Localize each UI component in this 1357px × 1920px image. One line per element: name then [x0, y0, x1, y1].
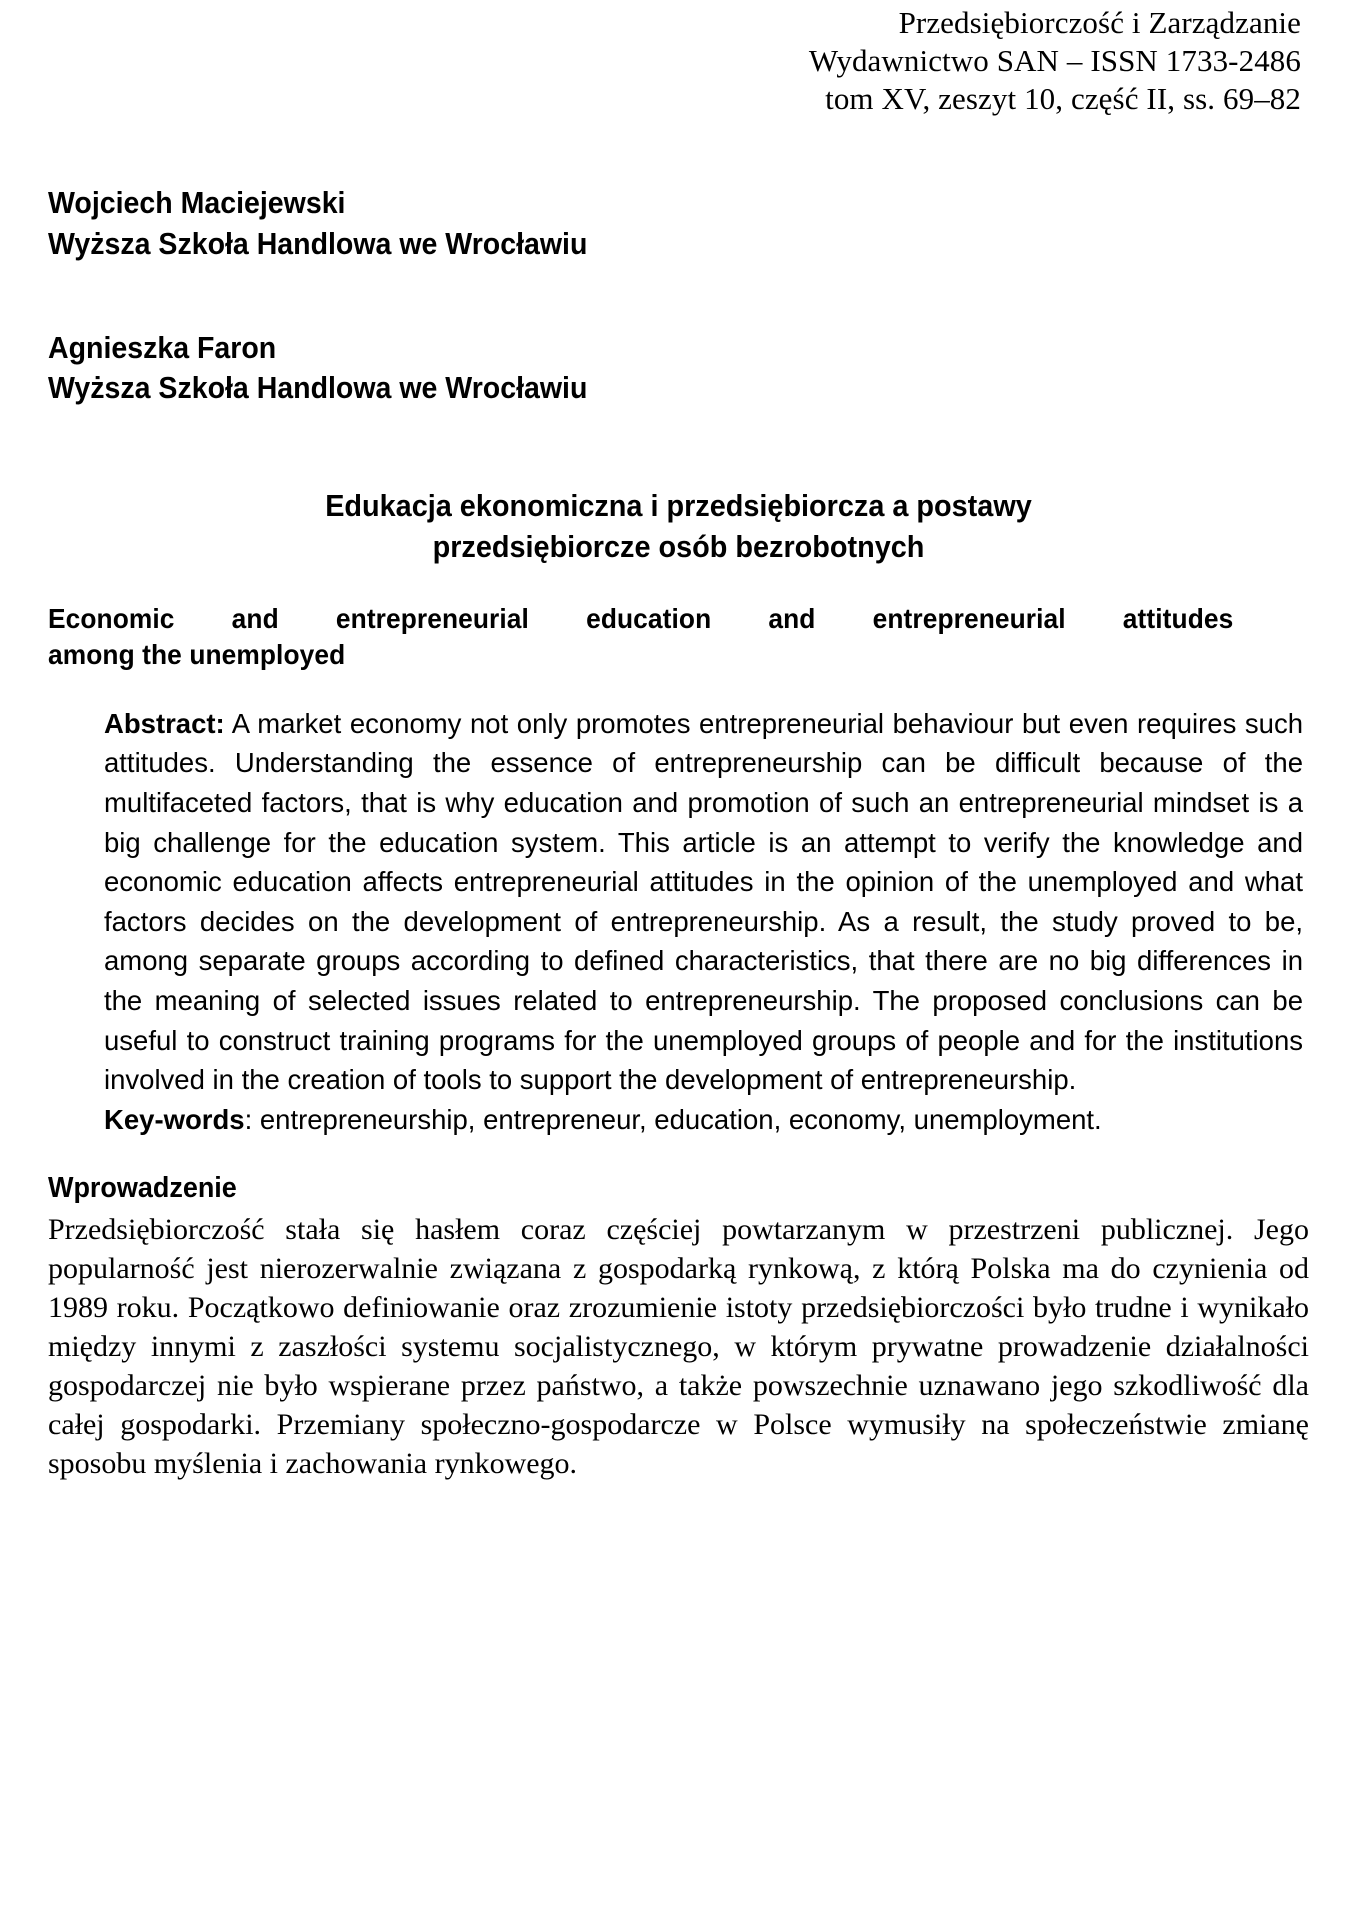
- journal-header: [48, 0, 1309, 117]
- author-name-2: Agnieszka Faron: [48, 330, 277, 366]
- author-entry-1: [48, 183, 1309, 264]
- article-title-english: [48, 601, 1309, 674]
- section-body-polish: [48, 1210, 1309, 1483]
- article-title-polish: [48, 485, 1309, 567]
- author-name-1: Wojciech Maciejewski: [48, 185, 346, 221]
- section-paragraph: Przedsiębiorczość stała się hasłem coraz częściej powtarzanym w przestrzeni publicznej. Jego popularność jest nierozerwalnie związana z gospodarką rynkową, z którą Polska ma do czynienia od 1989 roku. Początkowo definiowanie oraz zrozumienie istoty przedsiębiorczości było trudne i wynikało między innymi z zaszłości systemu socjalistycznego, w którym prywatne prowadzenie działalności gospodarczej nie było wspierane przez państwo, a także powszechnie uznawano jego szkodliwość dla całej gospodarki. Przemiany społeczno-gospodarcze w Polsce wymusiły na społeczeństwie zmianę sposobu myślenia i zachowania rynkowego.: [48, 1213, 1309, 1481]
- keywords-label: Key-words: [104, 1103, 245, 1135]
- authors-block: [48, 183, 1309, 408]
- journal-title-line: Przedsiębiorczość i Zarządzanie: [898, 5, 1301, 40]
- keywords-line: [104, 1100, 1303, 1140]
- author-entry-2: [48, 328, 1309, 409]
- journal-publisher-issn-line: Wydawnictwo SAN – ISSN 1733-2486: [808, 42, 1301, 78]
- author-affiliation-1: Wyższa Szkoła Handlowa we Wrocławiu: [48, 225, 588, 261]
- abstract-label: Abstract:: [104, 707, 225, 739]
- article-title-english-line-1: Economic and entrepreneurial education and entrepreneurial attitudes: [48, 603, 1234, 635]
- keywords-text: : entrepreneurship, entrepreneur, education, economy, unemployment.: [244, 1103, 1102, 1135]
- author-affiliation-2: Wyższa Szkoła Handlowa we Wrocławiu: [48, 370, 588, 406]
- section-heading-wprowadzenie: Wprowadzenie: [48, 1172, 237, 1205]
- abstract-text: A market economy not only promotes entrepreneurial behaviour but even requires such attitudes. Understanding the essence of entrepreneurship can be difficult because of the multifaceted factors, that is why education and promotion of such an entrepreneurial mindset is a big challenge for the education system. This article is an attempt to verify the knowledge and economic education affects entrepreneurial attitudes in the opinion of the unemployed and what factors decides on the development of entrepreneurship. As a result, the study proved to be, among separate groups according to defined characteristics, that there are no big differences in the meaning of selected issues related to entrepreneurship. The proposed conclusions can be useful to construct training programs for the unemployed groups of people and for the institutions involved in the creation of tools to support the development of entrepreneurship.: [104, 707, 1304, 1096]
- article-title-polish-line-2: przedsiębiorcze osób bezrobotnych: [432, 528, 925, 564]
- article-title-polish-line-1: Edukacja ekonomiczna i przedsiębiorcza a postawy: [325, 487, 1032, 523]
- article-title-english-line-2: among the unemployed: [48, 639, 346, 671]
- abstract-block: [104, 704, 1303, 1140]
- journal-volume-issue-pages-line: tom XV, zeszyt 10, część II, ss. 69–82: [825, 80, 1301, 116]
